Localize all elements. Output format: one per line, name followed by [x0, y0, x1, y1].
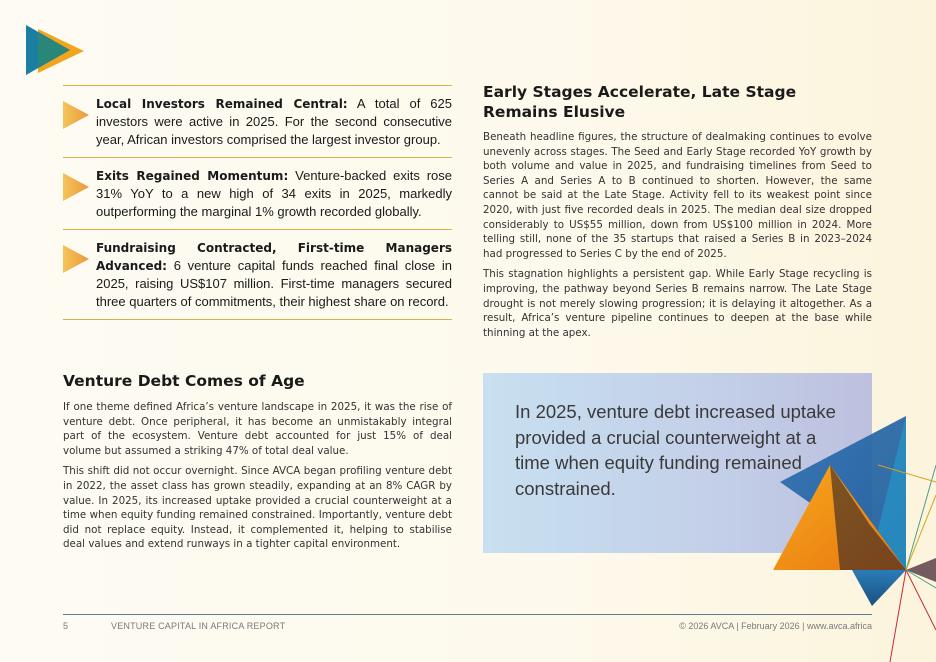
paragraph: If one theme defined Africa’s venture landscape in 2025, it was the rise of venture debt. Once peripheral, it has become an unmistakably integral part of the ecosystem. Venture debt accounted for just 15% of deal volume but assumed a striking 47% of total deal value. [63, 401, 452, 457]
bullet-exits [63, 157, 452, 229]
bullet-text [96, 167, 452, 221]
arrow-bullet-icon [63, 101, 89, 129]
section-title: Early Stages Accelerate, Late Stage Remains Elusive [483, 83, 797, 121]
early-stages-section [483, 82, 872, 340]
bullet-heading: Local Investors Remained Central: [96, 97, 348, 111]
arrow-bullet-icon [63, 173, 89, 201]
paragraph: This shift did not occur overnight. Since AVCA began profiling venture debt in 2022, the asset class has grown steadily, expanding at an 8% CAGR by value. In 2025, its increased uptake provided a crucial counterweight at a time when equity funding remained constrained. Importantly, venture debt did not replace equity. Instead, it complemented it, helping to stabilise deal values and extend runways in a tighter capital environment. [63, 465, 452, 551]
report-title: VENTURE CAPITAL IN AFRICA REPORT [111, 621, 286, 631]
arrow-bullet-icon [63, 245, 89, 273]
bullet-body: Venture-backed exits rose 31% YoY to a new high of 34 exits in 2025, markedly outperforming the marginal 1% growth recorded globally. [96, 168, 452, 219]
venture-debt-section [63, 371, 452, 552]
key-findings-list [63, 85, 452, 320]
bullet-heading: Exits Regained Momentum: [96, 169, 289, 183]
avca-logo-icon [24, 23, 86, 77]
paragraph: This stagnation highlights a persistent gap. While Early Stage recycling is improving, the pathway beyond Series B remains narrow. The Late Stage drought is not merely slowing progression; it is delaying it altogether. As a result, Africa’s venture pipeline continues to deepen at the base while thinning at the apex. [483, 268, 872, 339]
section-title: Venture Debt Comes of Age [63, 372, 305, 390]
footer-divider [63, 614, 872, 615]
paragraph: Beneath headline figures, the structure of dealmaking continues to evolve unevenly across stages. The Seed and Early Stage recorded YoY growth by both volume and value in 2025, and fundraising timelines from Seed to Series A and Series A to B continued to shorten. However, the same cannot be said at the Late Stage. Activity fell to its weakest point since 2020, with just five recorded deals in 2025. The median deal size dropped considerably to US$55 million, down from US$100 million in 2024. More telling still, none of the 35 startups that raised a Series B in 2023–2024 had progressed to Series C by the end of 2025. [483, 131, 872, 260]
pull-quote-text: In 2025, venture debt increased uptake provided a crucial counterweight at a time when equity funding remained constrained. [515, 401, 836, 499]
bullet-local-investors [63, 85, 452, 157]
bullet-text [96, 95, 452, 149]
page-number: 5 [63, 621, 69, 631]
bullet-body: A total of 625 investors were active in 2025. For the second consecutive year, African investors comprised the largest investor group. [96, 96, 453, 147]
bullet-heading: Fundraising Contracted, First-time Managers Advanced: [96, 241, 452, 273]
bullet-fundraising [63, 229, 452, 320]
bullet-body: 6 venture capital funds reached final close in 2025, raising US$107 million. First-time managers secured three quarters of commitments, their highest share on record. [96, 258, 452, 309]
copyright-text: © 2026 AVCA | February 2026 | www.avca.africa [679, 621, 872, 631]
bullet-text [96, 239, 452, 311]
